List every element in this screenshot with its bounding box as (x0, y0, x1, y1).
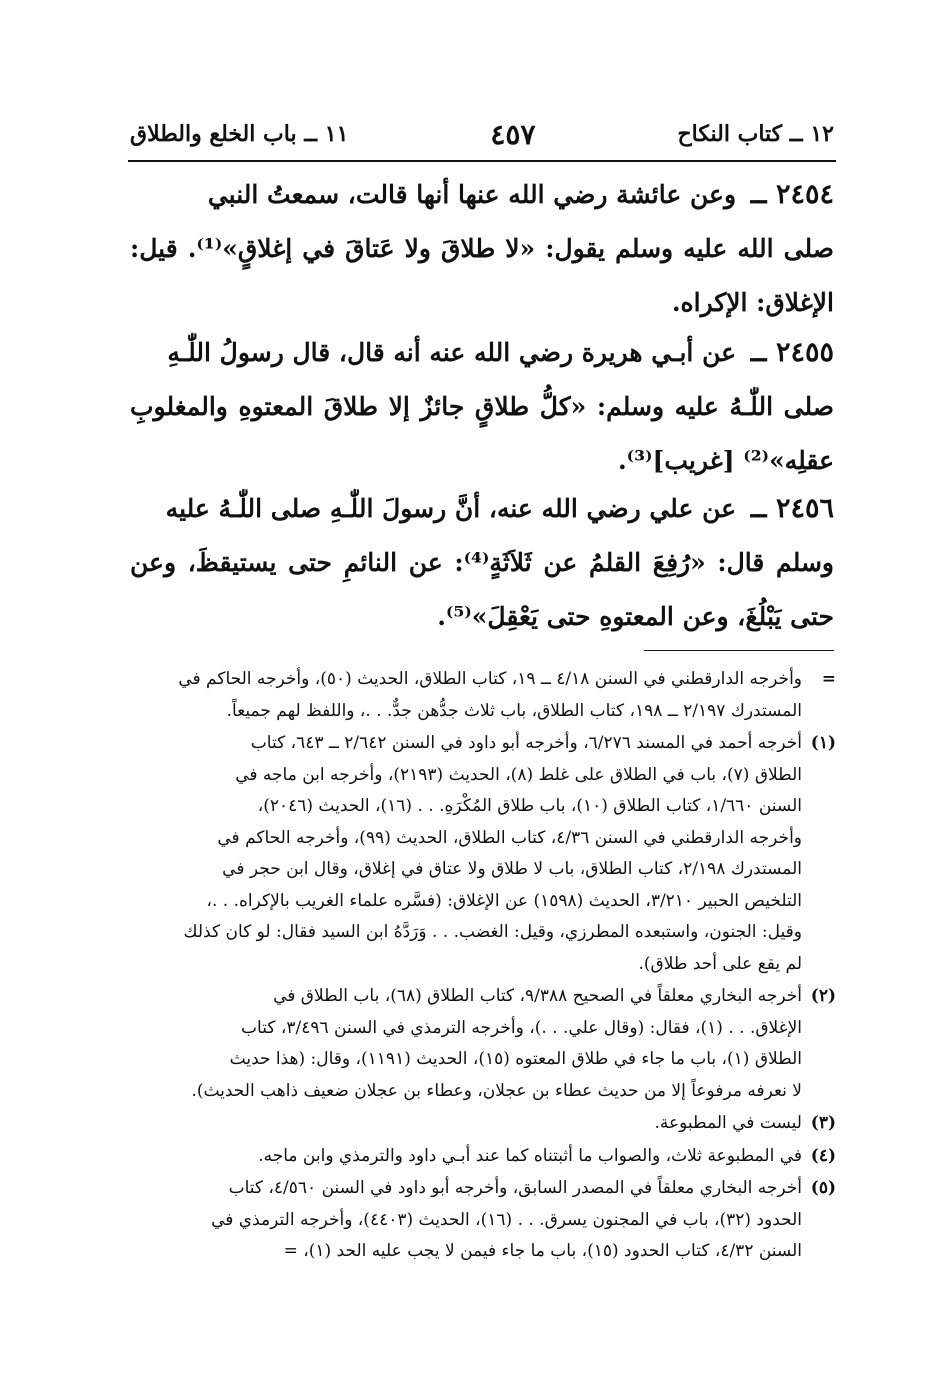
footnote-5 (128, 1173, 836, 1268)
hadith-number: ٢٤٥٥ ــ (750, 337, 834, 368)
hadith-number: ٢٤٥٤ ــ (750, 179, 834, 210)
footnote-line: الطلاق (٧)، باب في الطلاق على غلط (٨)، الحديث (٢١٩٣)، وأخرجه ابن ماجه في (235, 764, 802, 785)
footnote-line: أخرجه أحمد في المسند ٦/٢٧٦، وأخرجه أبو داود في السنن ٢/٦٤٢ ــ ٦٤٣، كتاب (250, 733, 802, 753)
running-header (130, 110, 834, 158)
footnote-line: المستدرك ٢/١٩٧ ــ ١٩٨، كتاب الطلاق، باب ثلاث جدُّهن جدٌّ. . .، واللفظ لهم جميعاً. (226, 700, 802, 721)
hadith-line: الإغلاق: الإكراه. (671, 288, 834, 317)
footnote-line: لم يقع على أحد طلاق). (638, 953, 802, 974)
footnote-line: الطلاق (١)، باب ما جاء في طلاق المعتوه (١٥)، الحديث (١١٩١)، وقال: (هذا حديث (229, 1049, 802, 1069)
footnote-3 (128, 1108, 836, 1140)
footnote-line: المستدرك ٢/١٩٨، كتاب الطلاق، باب لا طلاق ولا عتاق في إغلاق، وقال ابن حجر في (222, 859, 802, 879)
footnote-marker: (٣) (810, 1113, 836, 1133)
hadith-line: عقلِه»⁽²⁾ [غريب]⁽³⁾. (617, 446, 834, 475)
hadith-2455 (130, 326, 834, 488)
hadith-2456 (130, 482, 834, 644)
footnote-4 (128, 1141, 836, 1173)
footnote-continued (128, 664, 836, 727)
footnote-marker: (٥) (810, 1178, 836, 1198)
footnote-line: أخرجه البخاري معلقاً في الصحيح ٩/٣٨٨، كتاب الطلاق (٦٨)، باب الطلاق في (273, 986, 802, 1006)
hadith-line: صلى الله عليه وسلم يقول: «لا طلاقَ ولا عَتاقَ في إغلاقٍ»⁽¹⁾. قيل: (130, 234, 834, 263)
footnote-line: الحدود (٣٢)، باب في المجنون يسرق. . . (١٦)، الحديث (٤٤٠٣)، وأخرجه الترمذي في (211, 1209, 802, 1230)
hadith-line: ٢٤٥٦ ــ عن علي رضي الله عنه، أنَّ رسولَ اللّٰـهِ صلى اللّٰـهُ عليه (165, 493, 834, 524)
footnote-marker: (٢) (810, 986, 836, 1006)
book-title-header: ١٢ ــ كتاب النكاح (677, 121, 834, 147)
hadith-2454 (130, 168, 834, 330)
footnote-marker: (٤) (810, 1145, 836, 1166)
footnote-line: الإغلاق. . . (١)، فقال: (وقال علي. . .)، وأخرجه الترمذي في السنن ٣/٤٩٦، كتاب (241, 1017, 802, 1038)
page-number: ٤٥٧ (490, 117, 536, 151)
hadith-line: ٢٤٥٥ ــ عن أبـي هريرة رضي الله عنه أنه قال، قال رسولُ اللّٰـهِ (167, 337, 834, 368)
footnote-line: وأخرجه الدارقطني في السنن ٤/٣٦، كتاب الطلاق، الحديث (٩٩)، وأخرجه الحاكم في (217, 827, 802, 848)
footnote-line: السنن ١/٦٦٠، كتاب الطلاق (١٠)، باب طلاق المُكْرَهِ. . . (١٦)، الحديث (٢٠٤٦)، (257, 796, 802, 816)
footnote-marker: (١) (810, 733, 836, 753)
footnote-line: وقيل: الجنون، واستبعده المطرزي، وقيل: الغضب. . . وَرَدَّهُ ابن السيد فقال: لو كان كذلك (183, 922, 802, 942)
chapter-title-header: ١١ ــ باب الخلع والطلاق (130, 121, 349, 147)
footnote-line: التلخيص الحبير ٣/٢١٠، الحديث (١٥٩٨) عن الإغلاق: (فسَّره علماء الغريب بالإكراه. . .، (206, 890, 802, 911)
footnote-line: لا نعرفه مرفوعاً إلا من حديث عطاء بن عجلان، وعطاء بن عجلان ضعيف ذاهب الحديث). (191, 1080, 802, 1101)
footnote-separator (644, 650, 834, 651)
footnote-line: وأخرجه الدارقطني في السنن ٤/١٨ ــ ١٩، كتاب الطلاق، الحديث (٥٠)، وأخرجه الحاكم في (178, 669, 802, 689)
footnote-line: في المطبوعة ثلاث، والصواب ما أثبتناه كما عند أبـي داود والترمذي وابن ماجه. (258, 1145, 802, 1166)
hadith-line: حتى يَبْلُغَ، وعن المعتوهِ حتى يَعْقِلَ»⁽⁵⁾. (437, 602, 834, 631)
footnote-1 (128, 728, 836, 980)
footnote-marker: = (821, 669, 836, 689)
hadith-line: ٢٤٥٤ ــ وعن عائشة رضي الله عنها أنها قالت، سمعتُ النبي (207, 179, 834, 210)
hadith-line: وسلم قال: «رُفِعَ القلمُ عن ثَلاَثَةٍ⁽⁴⁾: عن النائمِ حتى يستيقظَ، وعن (130, 548, 834, 577)
header-rule (128, 160, 836, 162)
footnote-2 (128, 981, 836, 1107)
footnote-line: السنن ٤/٣٢، كتاب الحدود (١٥)، باب ما جاء فيمن لا يجب عليه الحد (١)، = (283, 1241, 802, 1261)
footnote-line: أخرجه البخاري معلقاً في المصدر السابق، وأخرجه أبو داود في السنن ٤/٥٦٠، كتاب (228, 1178, 802, 1198)
hadith-line: صلى اللّٰـهُ عليه وسلم: «كلُّ طلاقٍ جائزٌ إلا طلاقَ المعتوهِ والمغلوبِ (130, 392, 834, 421)
hadith-number: ٢٤٥٦ ــ (750, 493, 834, 524)
footnote-line: ليست في المطبوعة. (654, 1113, 802, 1133)
footnotes (128, 664, 836, 1269)
